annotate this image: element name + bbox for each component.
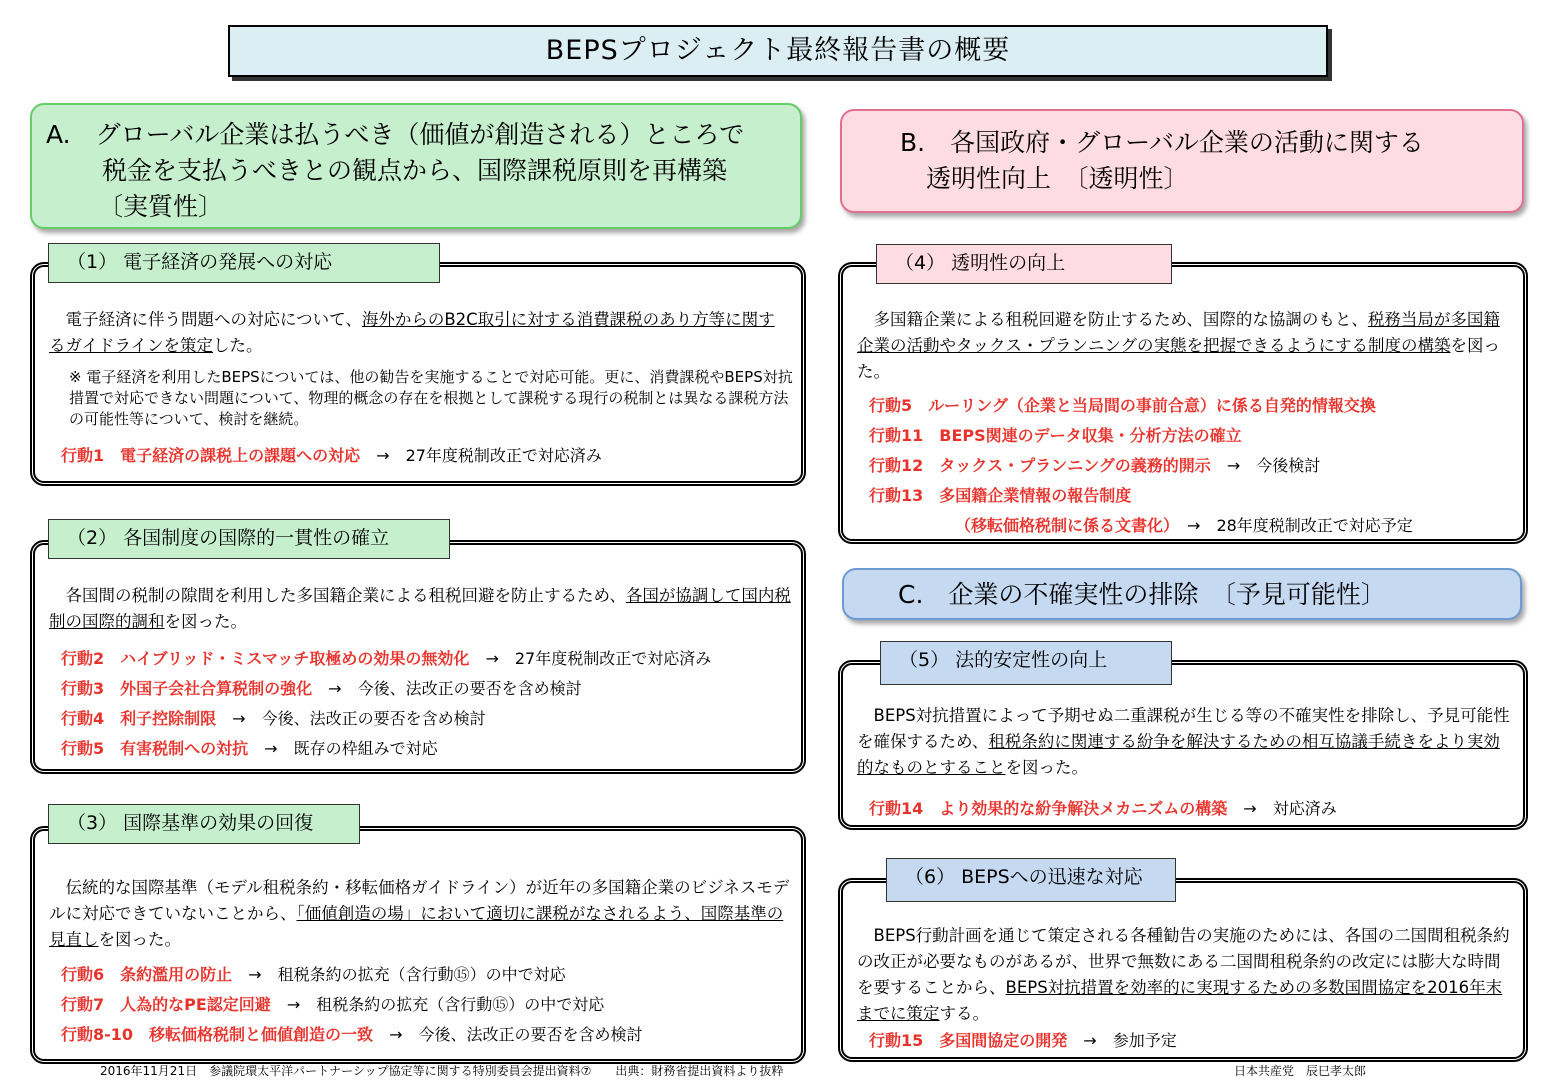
category-a-line1: A. グローバル企業は払うべき（価値が創造される）ところで xyxy=(46,120,745,149)
action-item xyxy=(61,441,602,471)
section3-text-a: 伝統的な国際基準（モデル租税条約・移転価格ガイドライン）が近年の多国籍企業のビジネスモデルに対応できていないことから、 xyxy=(49,878,790,923)
action-result: → 租税条約の拡充（含行動⑮）の中で対応 xyxy=(248,965,566,984)
action-result: → 27年度税制改正で対応済み xyxy=(485,649,712,668)
section5-text-a: BEPS対抗措置によって予期せぬ二重課税が生じる等の不確実性を排除し、予見可能性を確保するため、 xyxy=(857,706,1510,751)
section1-text-a: 電子経済に伴う問題への対応について、 xyxy=(49,310,362,329)
action-item xyxy=(869,794,1337,824)
action-label: 行動12 タックス・プランニングの義務的開示 xyxy=(869,456,1211,475)
action-label: 行動1 電子経済の課税上の課題への対応 xyxy=(61,446,361,465)
section6-box xyxy=(838,878,1528,1062)
section1-paragraph xyxy=(49,307,791,359)
section6-text-a: BEPS行動計画を通じて策定される各種勧告の実施のためには、各国の二国間租税条約の改正が必要なものがあるが、世界で無数にある二国間租税条約の改定には膨大な時間を要することから、 xyxy=(857,926,1510,997)
section2-text-c: を図った。 xyxy=(164,612,247,631)
action-label: 行動4 利子控除制限 xyxy=(61,709,217,728)
action-result: → 今後、法改正の要否を含め検討 xyxy=(389,1025,643,1044)
action-label: （移転価格税制に係る文書化） xyxy=(955,516,1172,535)
section4-box xyxy=(838,262,1528,544)
action-item xyxy=(955,511,1413,541)
section2-text-a: 各国間の税制の隙間を利用した多国籍企業による租税回避を防止するため、 xyxy=(49,586,626,605)
page-title: BEPSプロジェクト最終報告書の概要 xyxy=(228,25,1328,77)
action-label: 行動11 BEPS関連のデータ収集・分析方法の確立 xyxy=(869,426,1242,445)
section1-heading: （1） 電子経済の発展への対応 xyxy=(48,243,440,283)
action-item xyxy=(61,960,566,990)
category-b-banner xyxy=(840,109,1524,213)
section6-paragraph xyxy=(857,923,1513,1027)
footer-source: 2016年11月21日 参議院環太平洋パートナーシップ協定等に関する特別委員会提出資料⑦ 出典：財務省提出資料より抜粋 xyxy=(100,1064,784,1078)
section6-text-c: する。 xyxy=(939,1004,989,1023)
section2-heading: （2） 各国制度の国際的一貫性の確立 xyxy=(48,519,450,559)
action-item xyxy=(869,451,1320,481)
category-b-line2: 透明性向上 〔透明性〕 xyxy=(926,164,1189,193)
action-item xyxy=(61,734,438,764)
section3-paragraph xyxy=(49,875,791,953)
action-item xyxy=(61,704,486,734)
action-result: → 参加予定 xyxy=(1083,1031,1177,1050)
action-item xyxy=(869,391,1376,421)
action-item xyxy=(869,1026,1177,1056)
action-result: → 今後、法改正の要否を含め検討 xyxy=(232,709,486,728)
action-label: 行動5 有害税制への対抗 xyxy=(61,739,249,758)
category-a-banner xyxy=(30,103,802,229)
section4-text-highlight: 税務当局が多国籍企業の活動やタックス・プランニングの実態を把握できるようにする制度の構築 xyxy=(857,310,1500,355)
section5-box xyxy=(838,660,1528,830)
section3-text-c: を図った。 xyxy=(98,930,181,949)
action-item xyxy=(61,674,582,704)
section6-text-highlight: BEPS対抗措置を効率的に実現するための多数国間協定を2016年末までに策定 xyxy=(857,978,1503,1023)
category-a-line2: 税金を支払うべきとの観点から、国際課税原則を再構築 xyxy=(102,156,728,185)
category-a-line3: 〔実質性〕 xyxy=(98,192,224,221)
action-result: → 今後検討 xyxy=(1226,456,1321,475)
category-c-line1: C. 企業の不確実性の排除 〔予見可能性〕 xyxy=(898,580,1386,609)
action-result: → 対応済み xyxy=(1243,799,1337,818)
section3-heading: （3） 国際基準の効果の回復 xyxy=(48,804,360,844)
action-label: 行動14 より効果的な紛争解決メカニズムの構築 xyxy=(869,799,1228,818)
section4-paragraph xyxy=(857,307,1513,385)
section5-paragraph xyxy=(857,703,1513,781)
category-c-banner xyxy=(842,568,1522,620)
section5-heading: （5） 法的安定性の向上 xyxy=(880,641,1172,685)
action-label: 行動3 外国子会社合算税制の強化 xyxy=(61,679,313,698)
action-result: → 既存の枠組みで対応 xyxy=(264,739,438,758)
action-result: → 28年度税制改正で対応予定 xyxy=(1187,516,1413,535)
section2-box xyxy=(30,540,806,774)
action-item xyxy=(869,481,1131,511)
action-label: 行動8-10 移転価格税制と価値創造の一致 xyxy=(61,1025,374,1044)
section1-box xyxy=(30,262,806,486)
section5-text-c: を図った。 xyxy=(1005,758,1088,777)
section1-text-c: した。 xyxy=(213,336,263,355)
section2-paragraph xyxy=(49,583,791,635)
action-item xyxy=(869,421,1242,451)
action-label: 行動6 条約濫用の防止 xyxy=(61,965,233,984)
action-label: 行動5 ルーリング（企業と当局間の事前合意）に係る自発的情報交換 xyxy=(869,396,1376,415)
action-label: 行動7 人為的なPE認定回避 xyxy=(61,995,271,1014)
section4-text-a: 多国籍企業による租税回避を防止するため、国際的な協調のもと、 xyxy=(857,310,1368,329)
section1-note: ※ 電子経済を利用したBEPSについては、他の勧告を実施することで対応可能。更に、消費課税やBEPS対抗措置で対応できない問題について、物理的概念の存在を根拠として課税する現行の税制とは異なる課税方法の可能性等について、検討を継続。 xyxy=(69,368,793,428)
category-b-line1: B. 各国政府・グローバル企業の活動に関する xyxy=(900,128,1424,157)
action-label: 行動13 多国籍企業情報の報告制度 xyxy=(869,486,1132,505)
action-result: → 租税条約の拡充（含行動⑮）の中で対応 xyxy=(286,995,605,1014)
action-result: → 27年度税制改正で対応済み xyxy=(376,446,602,465)
action-label: 行動15 多国間協定の開発 xyxy=(869,1031,1068,1050)
action-result: → 今後、法改正の要否を含め検討 xyxy=(328,679,582,698)
footer-author: 日本共産党 辰巳孝太郎 xyxy=(1234,1064,1367,1078)
action-label: 行動2 ハイブリッド・ミスマッチ取極めの効果の無効化 xyxy=(61,649,470,668)
section3-box xyxy=(30,826,806,1064)
section4-text-c: を図った。 xyxy=(857,336,1501,381)
section4-heading: （4） 透明性の向上 xyxy=(876,244,1172,284)
action-item xyxy=(61,644,711,674)
action-item xyxy=(61,1020,642,1050)
section2-text-highlight: 各国が協調して国内税制の国際的調和 xyxy=(49,586,791,631)
section1-text-highlight: 海外からのB2C取引に対する消費課税のあり方等に関するガイドラインを策定 xyxy=(49,310,775,355)
section5-text-highlight: 租税条約に関連する紛争を解決するための相互協議手続きをより実効的なものとすること xyxy=(857,732,1500,777)
action-item xyxy=(61,990,604,1020)
section6-heading: （6） BEPSへの迅速な対応 xyxy=(886,858,1176,902)
section3-text-highlight: 「価値創造の場」において適切に課税がなされるよう、国際基準の見直し xyxy=(49,904,784,949)
